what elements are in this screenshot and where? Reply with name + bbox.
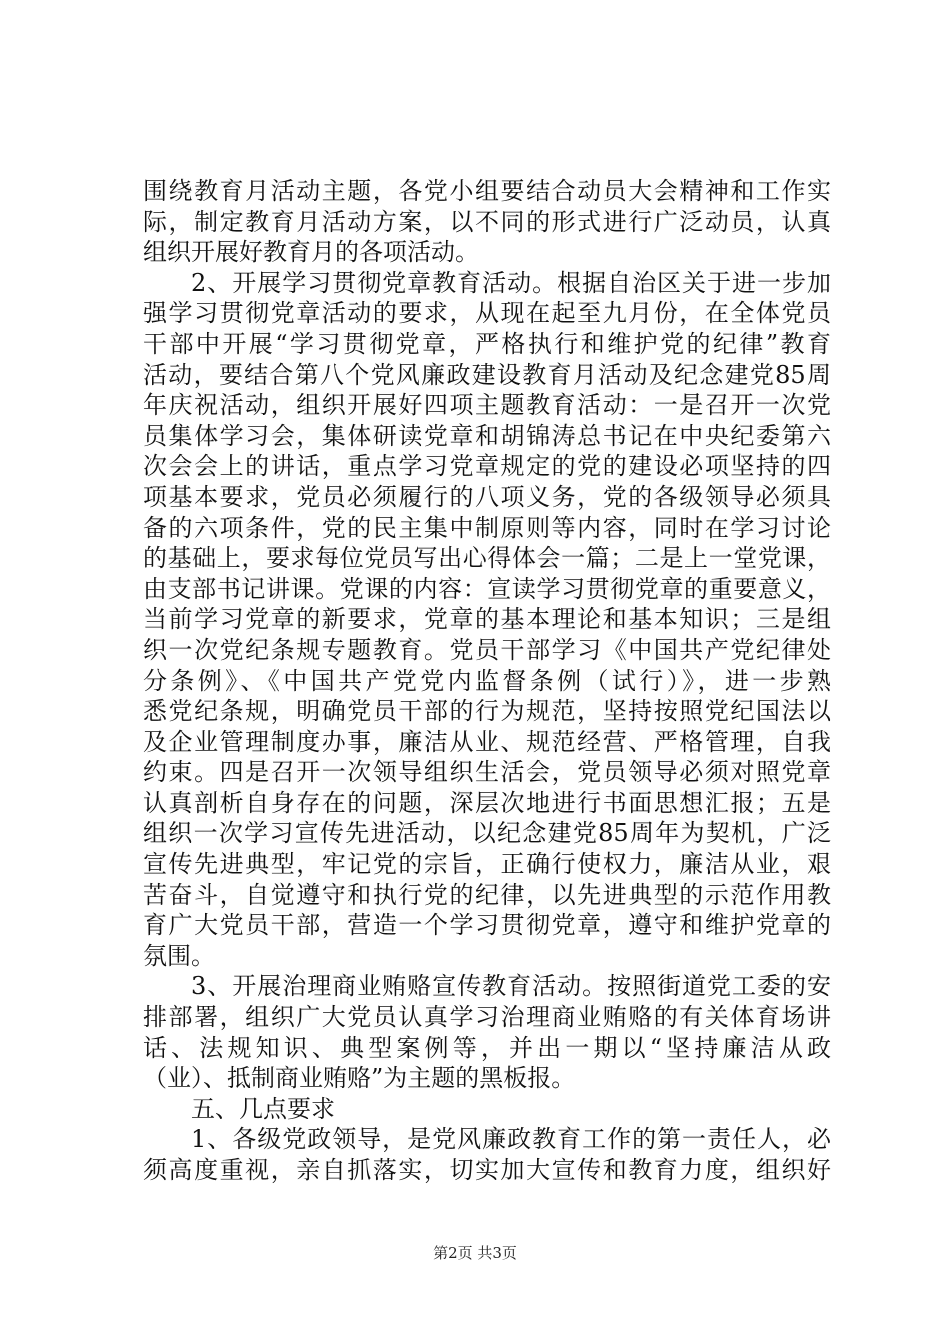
body-line: 组织一次学习宣传先进活动，以纪念建党85周年为契机，广泛 (143, 819, 831, 848)
section-heading: 五、几点要求 (191, 1094, 335, 1123)
body-line: 及企业管理制度办事，廉洁从业、规范经营、严格管理，自我 (143, 727, 831, 756)
body-line: 项基本要求，党员必须履行的八项义务，党的各级领导必须具 (143, 482, 831, 511)
body-line: 悉党纪条规，明确党员干部的行为规范，坚持按照党纪国法以 (143, 697, 831, 726)
body-line: 须高度重视，亲自抓落实，切实加大宣传和教育力度，组织好 (143, 1156, 831, 1184)
body-line: 育广大党员干部，营造一个学习贯彻党章，遵守和维护党章的 (143, 911, 831, 940)
body-line: 宣传先进典型，牢记党的宗旨，正确行使权力，廉洁从业，艰 (143, 850, 831, 879)
body-line: 2、开展学习贯彻党章教育活动。根据自治区关于进一步加 (191, 268, 831, 297)
body-line: 苦奋斗，自觉遵守和执行党的纪律，以先进典型的示范作用教 (143, 880, 831, 909)
body-line: 话、法规知识、典型案例等，并出一期以“坚持廉洁从政 (143, 1033, 831, 1062)
page-footer (0, 1243, 950, 1263)
body-line: 织一次党纪条规专题教育。党员干部学习《中国共产党纪律处 (143, 635, 831, 664)
body-line: 际，制定教育月活动方案，以不同的形式进行广泛动员，认真 (143, 207, 831, 236)
body-line: 围绕教育月活动主题，各党小组要结合动员大会精神和工作实 (143, 177, 831, 205)
body-line: 干部中开展“学习贯彻党章，严格执行和维护党的纪律”教育 (143, 329, 831, 358)
body-line: 备的六项条件，党的民主集中制原则等内容，同时在学习讨论 (143, 513, 831, 542)
body-line: 约束。四是召开一次领导组织生活会，党员领导必须对照党章 (143, 758, 831, 787)
body-line: 由支部书记讲课。党课的内容：宣读学习贯彻党章的重要意义， (143, 574, 831, 603)
document-body (143, 176, 831, 1186)
body-line: 活动，要结合第八个党风廉政建设教育月活动及纪念建党85周 (143, 360, 831, 389)
page-number: 第2页 共3页 (433, 1244, 517, 1262)
body-line: 次会会上的讲话，重点学习党章规定的党的建设必项坚持的四 (143, 452, 831, 481)
body-line: （业）、抵制商业贿赂”为主题的黑板报。 (143, 1064, 576, 1093)
body-line: 1、各级党政领导，是党风廉政教育工作的第一责任人，必 (191, 1125, 831, 1154)
body-line: 员集体学习会，集体研读党章和胡锦涛总书记在中央纪委第六 (143, 421, 831, 450)
body-line: 氛围。 (143, 941, 215, 970)
body-line: 年庆祝活动，组织开展好四项主题教育活动：一是召开一次党 (143, 391, 831, 420)
body-line: 强学习贯彻党章活动的要求，从现在起至九月份，在全体党员 (143, 299, 831, 328)
body-line: 分条例》、《中国共产党党内监督条例（试行）》，进一步熟 (143, 666, 831, 695)
body-line: 3、开展治理商业贿赂宣传教育活动。按照街道党工委的安 (191, 972, 831, 1001)
body-line: 的基础上，要求每位党员写出心得体会一篇；二是上一堂党课， (143, 544, 831, 573)
body-line: 组织开展好教育月的各项活动。 (143, 238, 479, 267)
body-line: 排部署，组织广大党员认真学习治理商业贿赂的有关体育场讲 (143, 1003, 831, 1032)
body-line: 认真剖析自身存在的问题，深层次地进行书面思想汇报；五是 (143, 788, 831, 817)
body-line: 当前学习党章的新要求，党章的基本理论和基本知识；三是组 (143, 605, 831, 634)
